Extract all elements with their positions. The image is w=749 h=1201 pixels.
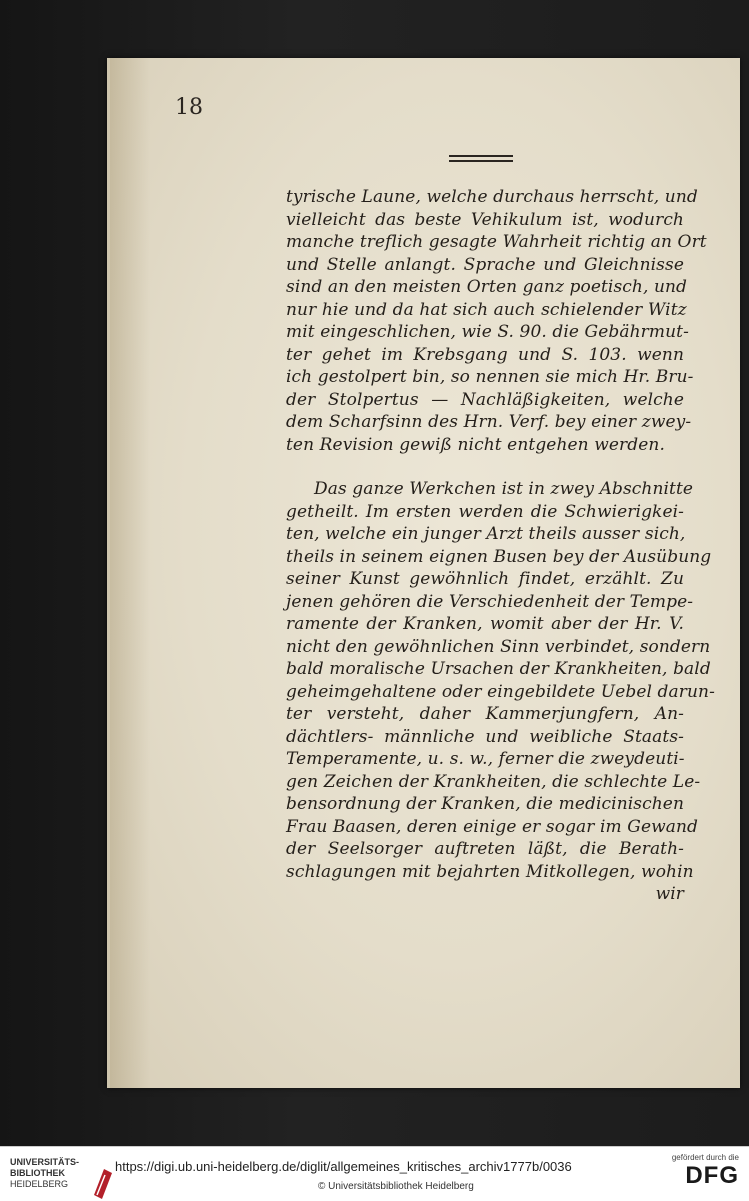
text-line: nur hie und da hat sich auch schielender Witz — [286, 299, 687, 320]
text-line: nicht den gewöhnlichen Sinn verbindet, sondern — [286, 636, 711, 657]
text-line: mit eingeschlichen, wie S. 90. die Gebährmut- — [286, 322, 689, 342]
library-name-line-2: BIBLIOTHEK — [10, 1168, 65, 1178]
funder-caption: gefördert durch die — [671, 1153, 739, 1162]
text-line: ten, welche ein junger Arzt theils ausser sich, — [286, 524, 686, 544]
text-line: und Stelle anlangt. Sprache und Gleichnisse — [286, 254, 684, 275]
library-emblem-icon — [92, 1165, 114, 1201]
dfg-logo: DFG — [685, 1162, 739, 1189]
library-name-line-1: UNIVERSITÄTS- — [10, 1157, 80, 1167]
text-line: der Stolpertus — Nachläßigkeiten, welche — [286, 389, 684, 410]
viewer-footer — [0, 1146, 749, 1201]
text-line: der Seelsorger auftreten läßt, die Berath- — [286, 839, 684, 859]
text-line: gen Zeichen der Krankheiten, die schlechte Le- — [286, 771, 701, 792]
page-number: 18 — [175, 95, 203, 120]
text-line: theils in seinem eignen Busen bey der Ausübung — [286, 546, 712, 567]
page-text — [286, 186, 715, 906]
text-line: ter gehet im Krebsgang und S. 103. wenn — [286, 344, 684, 365]
text-line: manche treflich gesagte Wahrheit richtig an Ort — [286, 232, 707, 252]
catchword: wir — [655, 884, 684, 904]
text-line: dächtlers- männliche und weibliche Staats- — [286, 726, 684, 747]
paragraph-2 — [286, 478, 715, 883]
header-rule — [449, 155, 513, 162]
permalink-url[interactable]: https://digi.ub.uni-heidelberg.de/diglit/allgemeines_kritisches_archiv1777b/0036 — [115, 1159, 572, 1174]
text-line: geheimgehaltene oder eingebildete Uebel darun- — [286, 681, 715, 702]
funder-block[interactable] — [667, 1153, 739, 1190]
text-line: ter versteht, daher Kammerjungfern, An- — [286, 704, 684, 724]
paragraph-gap — [286, 456, 684, 478]
text-line: getheilt. Im ersten werden die Schwierigkei- — [286, 501, 684, 522]
library-name-line-3: HEIDELBERG — [10, 1179, 69, 1189]
text-line: jenen gehören die Verschiedenheit der Tempe- — [286, 591, 694, 612]
text-line: Temperamente, u. s. w., ferner die zweydeuti- — [286, 749, 685, 769]
text-line: ten Revision gewiß nicht entgehen werden. — [286, 434, 665, 455]
text-line: ramente der Kranken, womit aber der Hr. V. — [286, 614, 684, 634]
text-line: Frau Baasen, deren einige er sogar im Gewand — [286, 816, 699, 837]
text-line: bald moralische Ursachen der Krankheiten, bald — [286, 659, 711, 679]
text-line: Das ganze Werkchen ist in zwey Abschnitte — [314, 479, 694, 499]
text-line: dem Scharfsinn des Hrn. Verf. bey einer zwey- — [286, 412, 692, 432]
copyright-notice: © Universitätsbibliothek Heidelberg — [318, 1181, 474, 1192]
text-line: schlagungen mit bejahrten Mitkollegen, wohin — [286, 861, 694, 882]
text-line: vielleicht das beste Vehikulum ist, wodurch — [286, 209, 684, 230]
text-line: sind an den meisten Orten ganz poetisch, und — [286, 277, 688, 297]
text-line: seiner Kunst gewöhnlich findet, erzählt. Zu — [286, 569, 684, 589]
library-logo[interactable] — [10, 1157, 110, 1193]
paragraph-1 — [286, 186, 707, 456]
text-line: tyrische Laune, welche durchaus herrscht, und — [286, 187, 698, 207]
text-line: ich gestolpert bin, so nennen sie mich Hr. Bru- — [286, 367, 694, 387]
text-line: bensordnung der Kranken, die medicinischen — [286, 794, 684, 814]
